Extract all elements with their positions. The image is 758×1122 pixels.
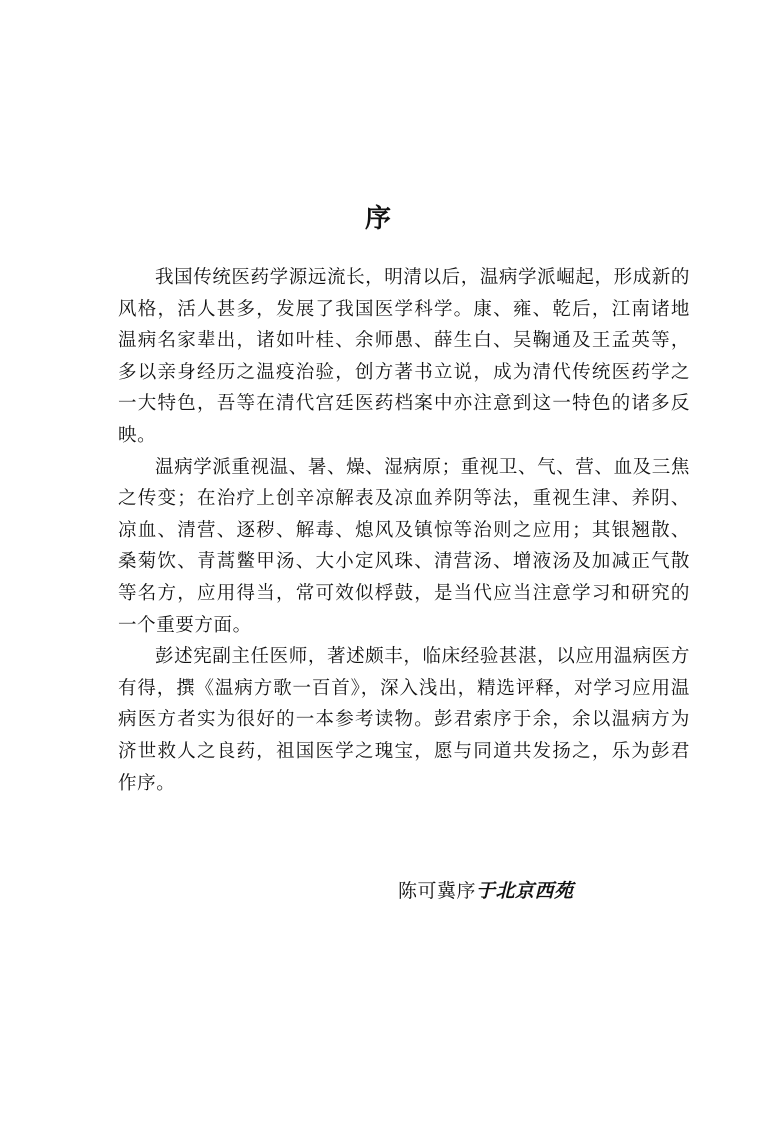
- paragraph-1: 我国传统医药学源远流长，明清以后，温病学派崛起，形成新的风格，活人甚多，发展了我国医学科学。康、雍、乾后，江南诸地温病名家辈出，诸如叶桂、余师愚、薛生白、吴鞠通及王孟英等，多以亲身经历之温疫治验，创方著书立说，成为清代传统医药学之一大特色，吾等在清代宫廷医药档案中亦注意到这一特色的诸多反映。: [118, 267, 690, 446]
- paragraph-2: 温病学派重视温、暑、燥、湿病原；重视卫、气、营、血及三焦之传变；在治疗上创辛凉解表及凉血养阴等法，重视生津、养阴、凉血、清营、逐秽、解毒、熄风及镇惊等治则之应用；其银翘散、桑菊饮、青蒿鳖甲汤、大小定风珠、清营汤、增液汤及加减正气散等名方，应用得当，常可效似桴鼓，是当代应当注意学习和研究的一个重要方面。: [118, 456, 690, 636]
- preface-body: [118, 262, 690, 799]
- signature-name: 陈可冀序: [398, 880, 477, 902]
- signature-line: [398, 876, 574, 903]
- signature-place: 于北京西苑: [476, 880, 574, 902]
- preface-title: 序: [364, 204, 393, 234]
- paragraph-3: 彭述宪副主任医师，著述颇丰，临床经验甚湛，以应用温病医方有得，撰《温病方歌一百首》，深入浅出，精选评释，对学习应用温病医方者实为很好的一本参考读物。彭君索序于余，余以温病方为济世救人之良药，祖国医学之瑰宝，愿与同道共发扬之，乐为彭君作序。: [118, 646, 690, 794]
